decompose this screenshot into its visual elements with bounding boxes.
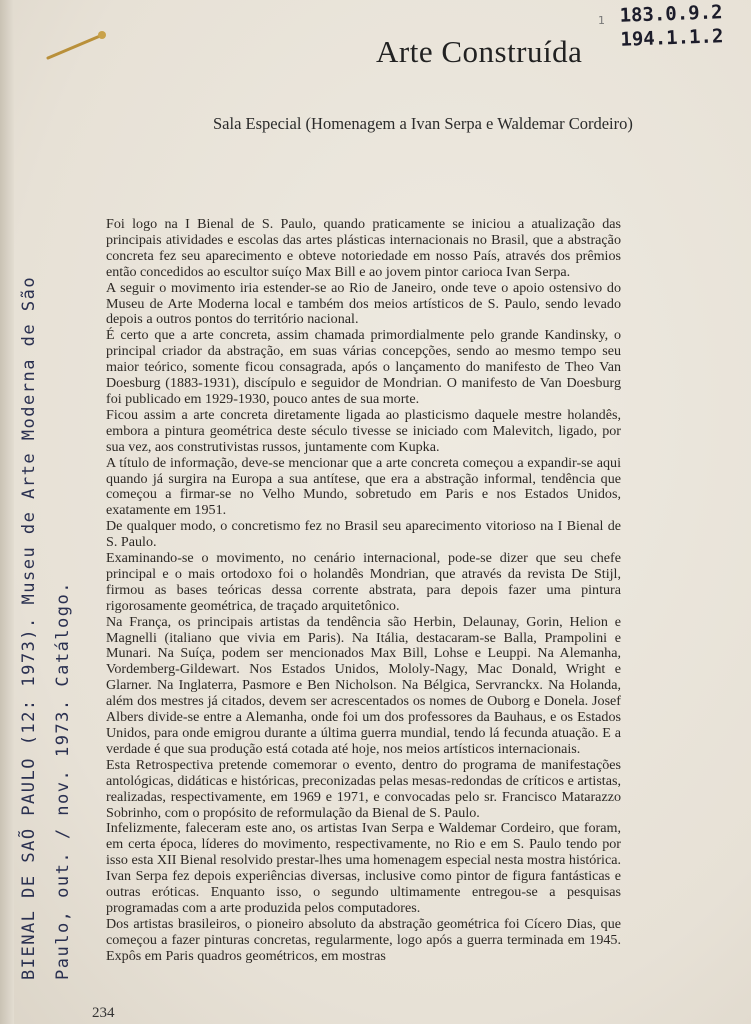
paragraph: Na França, os principais artistas da tendência são Herbin, Delaunay, Gorin, Helion e Magnelli (italiano que vivia em Paris). Na Itália, destacaram-se Balla, Prampolini e Munari. Na Suíça, podem ser mencionados Max Bill, Lohse e Leuppi. Na Alemanha, Vordemberg-Gildewart. Nos Estados Unidos, Mololy-Nagy, Mac Donald, Wright e Glarner. Na Inglaterra, Pasmore e Ben Nicholson. Na Bélgica, Servranckx. Na Holanda, além dos mestres já citados, devem ser acrescentados os nomes de Ouborg e Donela. Josef Albers divide-se entre a Alemanha, onde foi um dos professores da Bauhaus, e os Estados Unidos, para onde emigrou durante a última guerra mundial, tendo lá fecunda atuação. E a verdade é que sua produção está cotada até hoje, nos meios artísticos internacionais.: [106, 613, 621, 757]
paragraph: A título de informação, deve-se mencionar que a arte concreta começou a expandir-se aqui quando já surgira na Europa a sua antítese, que era a abstração informal, tendência que começou a firmar-se no Velho Mundo, sobretudo em Paris e nos Estados Unidos, exatamente em 1951.: [106, 454, 621, 519]
page-number: 234: [92, 1005, 115, 1021]
margin-note-line: Paulo, out. / nov. 1973. Catálogo.: [53, 581, 73, 980]
margin-note-line: BIENAL DE SAÕ PAULO (12: 1973). Museu de Arte Moderna de São: [19, 275, 39, 980]
handwritten-ref-line: 183.0.9.2: [619, 1, 723, 27]
paragraph: Examinando-se o movimento, no cenário internacional, pode-se dizer que seu chefe principal e o mais ortodoxo foi o holandês Mondrian, que através da revista De Stijl, firmou as bases teóricas dessa corrente abstrata, para depois fazer uma pintura rigorosamente geométrica, de traçado arquitetônico.: [106, 550, 621, 614]
handwritten-ref-line: 194.1.1.2: [620, 25, 724, 51]
article-body: [106, 217, 621, 965]
paragraph: Ficou assim a arte concreta diretamente ligada ao plasticismo daquele mestre holandês, embora a pintura geométrica deste século tivesse se iniciado com Malevitch, ligado, por sua vez, aos construtivistas russos, juntamente com Kupka.: [106, 406, 621, 455]
article-title: Arte Construída: [376, 34, 583, 69]
paragraph: A seguir o movimento iria estender-se ao Rio de Janeiro, onde teve o apoio ostensivo do Museu de Arte Moderna local e também dos meios artísticos de S. Paulo, sendo levado depois a outros pontos do território nacional.: [106, 279, 621, 328]
handwritten-margin-note: [12, 100, 80, 980]
handwritten-reference: [619, 0, 724, 52]
paragraph: De qualquer modo, o concretismo fez no Brasil seu aparecimento vitorioso na I Bienal de S. Paulo.: [106, 518, 621, 551]
paragraph: Dos artistas brasileiros, o pioneiro absoluto da abstração geométrica foi Cícero Dias, que começou a fazer pinturas concretas, regularmente, logo após a guerra terminada em 1945. Expôs em Paris quadros geométricos, em mostras: [106, 915, 621, 964]
pin-icon: [44, 28, 110, 62]
paragraph: Foi logo na I Bienal de S. Paulo, quando praticamente se iniciou a atualização das principais atividades e escolas das artes plásticas internacionais no Brasil, que a abstração concreta fez seu aparecimento e obteve notoriedade em nosso País, através dos prêmios então concedidos ao escultor suíço Max Bill e ao jovem pintor carioca Ivan Serpa.: [106, 216, 621, 280]
article-subtitle: Sala Especial (Homenagem a Ivan Serpa e Waldemar Cordeiro): [213, 114, 633, 133]
paragraph: É certo que a arte concreta, assim chamada primordialmente pelo grande Kandinsky, o principal criador da abstração, em suas várias concepções, sendo ao mesmo tempo seu maior teórico, somente ficou consagrada, após o lançamento do manifesto de Theo Van Doesburg (1883-1931), discípulo e seguidor de Mondrian. O manifesto de Van Doesburg foi publicado em 1929-1930, pouco antes de sua morte.: [106, 327, 621, 407]
paragraph: Esta Retrospectiva pretende comemorar o evento, dentro do programa de manifestações antológicas, didáticas e históricas, preconizadas pelas mesas-redondas de críticos e artistas, realizadas, respectivamente, em 1969 e 1971, e convocadas pelo sr. Francisco Matarazzo Sobrinho, com o propósito de reformulação da Bienal de S. Paulo.: [106, 756, 621, 821]
handwritten-mark: 1: [598, 14, 605, 27]
paragraph: Infelizmente, faleceram este ano, os artistas Ivan Serpa e Waldemar Cordeiro, que foram, em certa época, líderes do movimento, respectivamente, no Rio e em S. Paulo tendo por isso esta XII Bienal resolvido prestar-lhes uma homenagem especial nesta mostra histórica. Ivan Serpa fez depois experiências diversas, inclusive como pintor de figura fantásticas e outras eróticas. Enquanto isso, o segundo ultimamente entregou-se a pesquisas programadas com a arte produzida pelos computadores.: [106, 820, 621, 916]
